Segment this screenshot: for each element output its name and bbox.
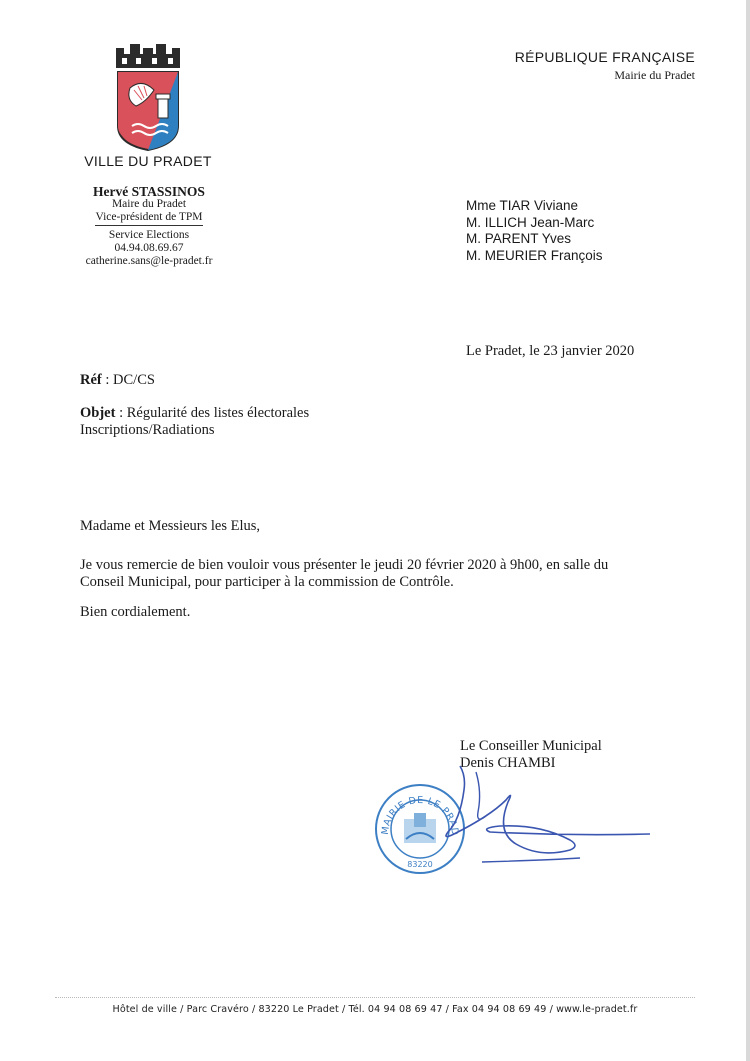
subject-line-1: : Régularité des listes électorales (115, 405, 310, 421)
service-email[interactable]: catherine.sans@le-pradet.fr (85, 255, 213, 267)
reference-value: : DC/CS (101, 372, 155, 388)
recipient: Mme TIAR Viviane (466, 198, 579, 213)
signatory-title: Le Conseiller Municipal (460, 738, 602, 754)
letter-date: Le Pradet, le 23 janvier 2020 (466, 343, 635, 359)
mayor-name (76, 185, 222, 198)
republic-header (515, 49, 695, 83)
recipients-list (466, 198, 603, 264)
closing: Bien cordialement. (80, 604, 191, 620)
letter-body: Je vous remercie de bien vouloir vous présenter le jeudi 20 février 2020 à 9h00, en salle du Conseil Municipal, pour participer à la commission de Contrôle. (80, 557, 609, 590)
footer-address: Hôtel de ville / Parc Cravéro / 83220 Le Pradet / Tél. 04 94 08 69 47 / Fax 04 94 08 69 49 / www.le-pradet.fr (112, 1004, 638, 1015)
mayor-given-name: Hervé (93, 184, 129, 199)
signatory-name: Denis CHAMBI (460, 755, 556, 771)
salutation: Madame et Messieurs les Elus, (80, 518, 261, 534)
reference-line (80, 372, 155, 389)
subject-line-2: Inscriptions/Radiations (80, 422, 215, 438)
reference-label: Réf (80, 372, 102, 388)
page-edge (746, 0, 750, 1061)
stamp-postcode: 83220 (407, 860, 433, 869)
service-phone: 04.94.08.69.67 (114, 242, 184, 254)
republic-title: RÉPUBLIQUE FRANÇAISE (514, 49, 695, 65)
subject-label: Objet (80, 405, 116, 421)
recipient: M. MEURIER François (466, 247, 603, 263)
town-crest (112, 44, 184, 154)
mayor-surname: STASSINOS (131, 184, 205, 199)
mayor-title: Maire du Pradet (111, 198, 187, 210)
service-name: Service Elections (108, 229, 190, 241)
mayor-block (76, 185, 222, 268)
stamp-text: MAIRIE DE LE PRAD (379, 794, 461, 836)
handwritten-signature (420, 762, 660, 872)
town-name: VILLE DU PRADET (84, 153, 212, 169)
recipient: M. PARENT Yves (466, 231, 572, 246)
subject-block (80, 405, 309, 439)
mairie-name: Mairie du Pradet (614, 68, 695, 82)
footer-divider (55, 997, 695, 998)
mayor-title-secondary: Vice-président de TPM (95, 211, 202, 226)
recipient: M. ILLICH Jean-Marc (466, 214, 595, 230)
